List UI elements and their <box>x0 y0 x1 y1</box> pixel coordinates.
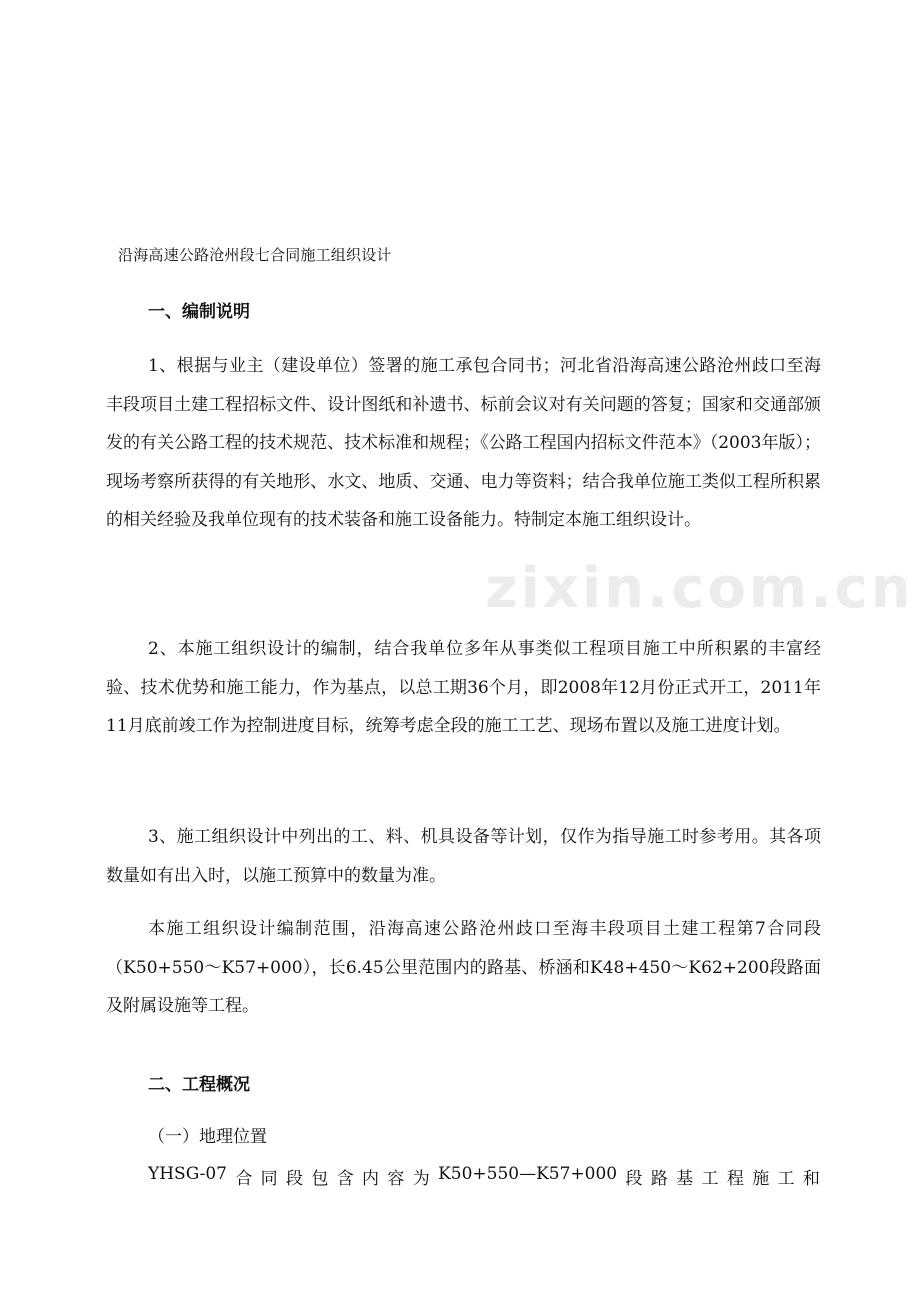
subsection-geographic-location: （一）地理位置 <box>148 1127 267 1147</box>
document-title: 沿海高速公路沧州段七合同施工组织设计 <box>118 246 392 264</box>
line-token: 路 <box>650 1169 668 1189</box>
line-token: 容 <box>387 1169 405 1189</box>
line-token: 包 <box>311 1169 329 1189</box>
line-token: 施 <box>752 1169 770 1189</box>
line-token: 程 <box>726 1169 744 1189</box>
paragraph-1: 1、根据与业主（建设单位）签署的施工承包合同书；河北省沿海高速公路沧州歧口至海丰段项目土建工程招标文件、设计图纸和补遗书、标前会议对有关问题的答复；国家和交通部颁发的有关公路工程的技术规范、技术标准和规程；《公路工程国内招标文件范本》（2003年版）；现场考察所获得的有关地形、水文、地质、交通、电力等资料；结合我单位施工类似工程所积累的相关经验及我单位现有的技术装备和施工设备能力。特制定本施工组织设计。 <box>106 356 821 530</box>
line-token: 同 <box>260 1169 278 1189</box>
line-token: 含 <box>336 1169 354 1189</box>
section-heading-project-overview: 二、工程概况 <box>148 1075 250 1095</box>
line-token: 和 <box>802 1169 820 1189</box>
line-token: K50+550—K57+000 <box>438 1164 618 1184</box>
section-heading-compilation-notes: 一、编制说明 <box>148 302 250 322</box>
paragraph-2: 2、本施工组织设计的编制，结合我单位多年从事类似工程项目施工中所积累的丰富经验、技术优势和施工能力，作为基点，以总工期36个月，即2008年12月份正式开工，2011年11月底前竣工作为控制进度目标，统筹考虑全段的施工工艺、现场布置以及施工进度计划。 <box>106 639 821 736</box>
line-token: 段 <box>286 1169 303 1189</box>
line-token: 基 <box>676 1169 694 1189</box>
line-token: 内 <box>362 1169 380 1189</box>
line-token: 段 <box>625 1169 643 1189</box>
watermark: zixin.com.cn <box>485 556 914 621</box>
paragraph-5-first-line <box>148 1164 820 1189</box>
line-token: 合 <box>235 1169 253 1189</box>
paragraph-4: 本施工组织设计编制范围，沿海高速公路沧州歧口至海丰段项目土建工程第7合同段（K50+550～K57+000），长6.45公里范围内的路基、桥涵和K48+450～K62+200段路面及附属设施等工程。 <box>106 919 821 1016</box>
paragraph-3: 3、施工组织设计中列出的工、料、机具设备等计划，仅作为指导施工时参考用。其各项数量如有出入时，以施工预算中的数量为准。 <box>106 827 821 886</box>
line-token: YHSG-07 <box>148 1164 227 1184</box>
line-token: 工 <box>777 1169 795 1189</box>
line-token: 为 <box>412 1169 430 1189</box>
line-token: 工 <box>701 1169 719 1189</box>
